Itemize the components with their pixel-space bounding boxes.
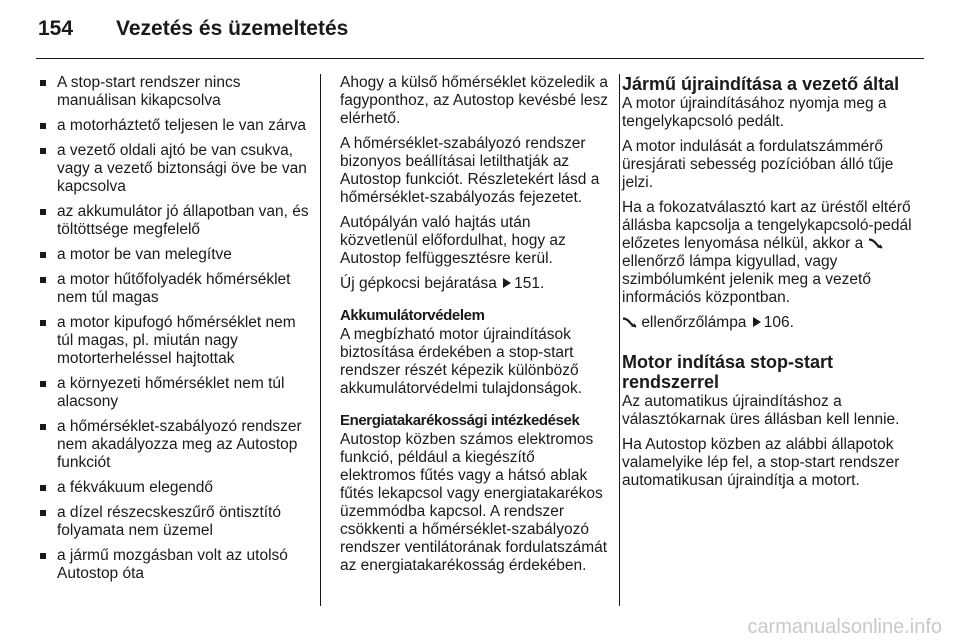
watermark: carmanualsonline.info [747,616,942,638]
column-right [622,74,912,497]
paragraph-text-continued: ellenőrző lámpa kigyullad, vagy szimbólumként jelenik meg a vezető információs központban. [622,253,871,306]
page-reference-link[interactable]: 106. [763,314,794,331]
list-item: a vezető oldali ajtó be van csukva, vagy a vezető biztonsági öve be van kapcsolva [38,142,310,196]
paragraph-with-icon [622,199,912,307]
reference-text: Új gépkocsi bejáratása [340,275,497,292]
triangle-arrow-icon [503,278,511,288]
paragraph: Ha Autostop közben az alábbi állapotok valamelyike lép fel, a stop-start rendszer automatikusan újraindítja a motort. [622,436,900,489]
column-left [38,74,310,590]
paragraph: A motor újraindításához nyomja meg a tengelykapcsoló pedált. [622,95,887,130]
list-item: a motor hűtőfolyadék hőmérséklet nem túl magas [38,271,310,307]
page-number: 154 [38,17,74,40]
condition-list [38,74,310,583]
triangle-arrow-icon [753,317,761,327]
list-item: a környezeti hőmérséklet nem túl alacsony [38,375,310,411]
list-item: a dízel részecskeszűrő öntisztító folyamata nem üzemel [38,504,310,540]
column-divider-2 [619,74,620,606]
header-rule [36,58,924,59]
paragraph: A motor indulását a fordulatszámmérő üresjárati sebesség pozícióban álló tűje jelzi. [622,138,894,191]
paragraph-with-reference [340,275,610,293]
paragraph: A hőmérséklet-szabályozó rendszer bizonyos beállításai letilthatják az Autostop funkciót. Részletekért lásd a hőmérséklet-szabályozás fejezetet. [340,135,600,206]
paragraph: Ahogy a külső hőmérséklet közeledik a fagyponthoz, az Autostop kevésbé lesz elérhető. [340,74,608,127]
list-item: a fékvákuum elegendő [38,479,310,497]
paragraph: Az automatikus újraindításhoz a választókarnak üres állásban kell lennie. [622,393,900,428]
section-heading-driver-restart: Jármű újraindítása a vezető által [622,74,900,94]
paragraph: Autostop közben számos elektromos funkció, például a kiegészítő elektromos fűtés vagy a hátsó ablak fűtés lekapcsol vagy energiatakarékos üzemmódba kapcsol. A rendszer csökkenti a hőmérséklet-szabályozó rendszer ventilátorának fordulatszámát az energiatakarékosság érdekében. [340,431,608,574]
column-middle [340,74,610,582]
autostop-warning-lamp-icon [868,238,883,249]
page-reference-link[interactable]: 151. [514,275,545,292]
subheading-battery-protection: Akkumulátorvédelem [340,307,485,324]
list-item: A stop-start rendszer nincs manuálisan kikapcsolva [38,74,310,110]
list-item: a jármű mozgásban volt az utolsó Autostop óta [38,547,310,583]
page-header [0,0,960,62]
list-item: a hőmérséklet-szabályozó rendszer nem akadályozza meg az Autostop funkciót [38,418,310,472]
section-heading-stop-start-engine: Motor indítása stop-start rendszerrel [622,352,834,392]
list-item: a motorháztető teljesen le van zárva [38,117,310,135]
paragraph: Autópályán való hajtás után közvetlenül előfordulhat, hogy az Autostop felfüggesztésre kerül. [340,214,566,267]
list-item: a motor kipufogó hőmérséklet nem túl magas, pl. miután nagy motorterheléssel hajtottak [38,314,310,368]
reference-text: ellenőrzőlámpa [641,314,747,331]
paragraph-with-reference [622,314,912,332]
paragraph-text: Ha a fokozatválasztó kart az üréstől eltérő állásba kapcsolja a tengelykapcsoló-pedál előzetes lenyomása nélkül, akkor a [622,199,912,252]
list-item: a motor be van melegítve [38,246,310,264]
column-divider-1 [320,74,321,606]
autostop-warning-lamp-icon [622,317,637,328]
subheading-energy-saving: Energiatakarékossági intézkedések [340,412,580,429]
paragraph: A megbízható motor újraindítások biztosítása érdekében a stop-start rendszer részét képezik különböző akkumulátorvédelmi tulajdonságok. [340,326,583,397]
page-title: Vezetés és üzemeltetés [116,17,349,40]
list-item: az akkumulátor jó állapotban van, és töltöttsége megfelelő [38,203,310,239]
